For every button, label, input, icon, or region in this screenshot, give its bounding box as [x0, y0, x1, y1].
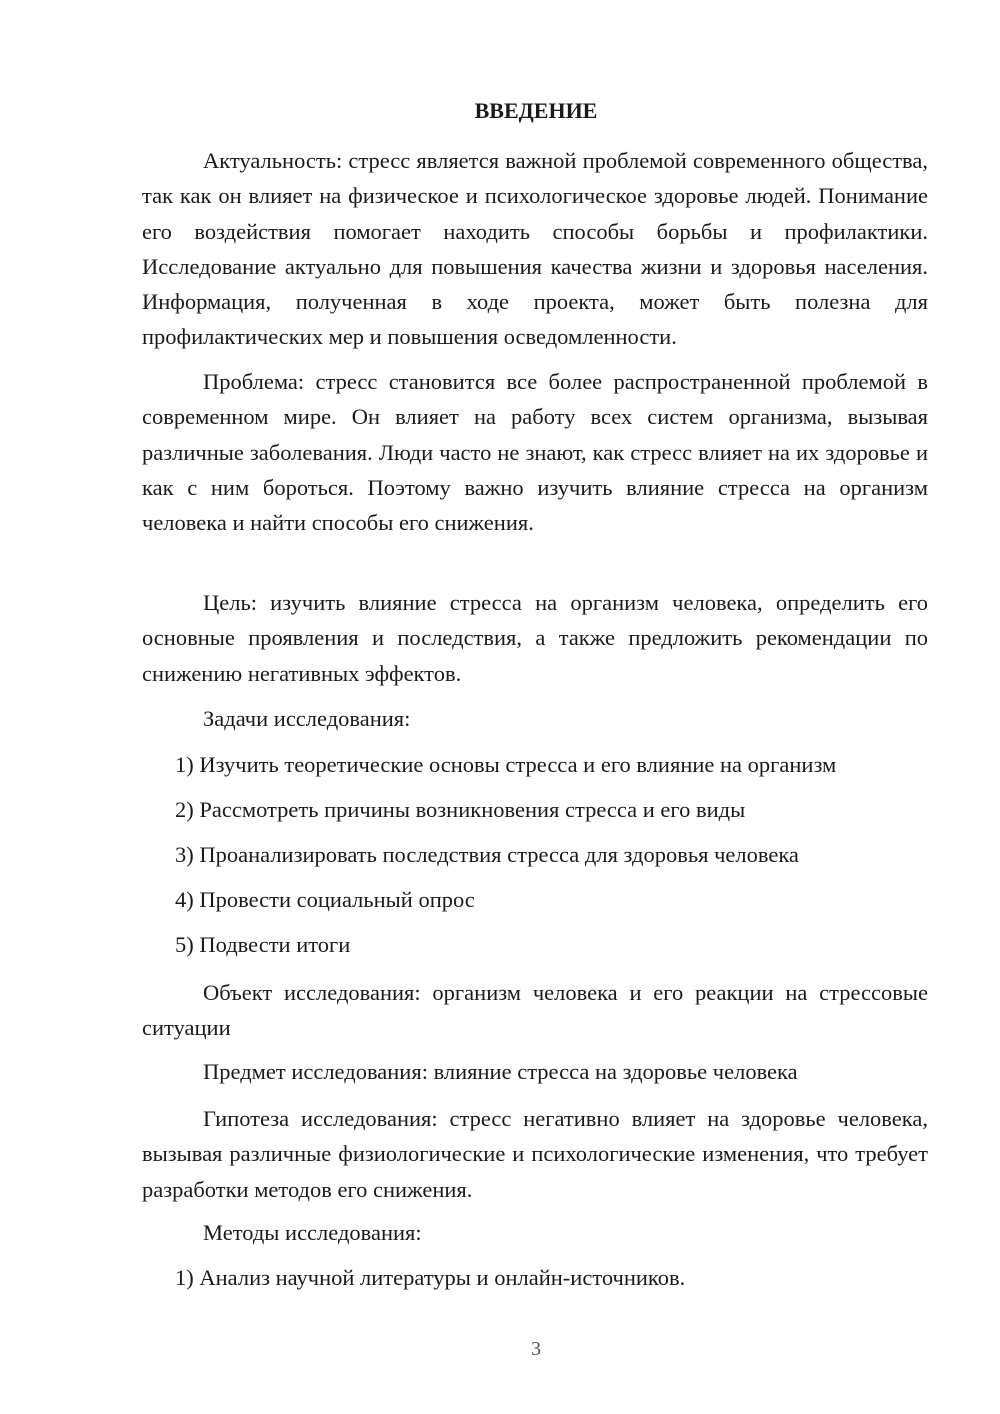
object-paragraph: Объект исследования: организм человека и его реакции на стрессовые ситуации: [142, 980, 928, 1041]
methods-title: Методы исследования:: [203, 1220, 422, 1245]
task-item: 2) Рассмотреть причины возникновения стресса и его виды: [175, 797, 746, 822]
relevance-paragraph: Актуальность: стресс является важной проблемой современного общества, так как он влияет на физическое и психологическое здоровье людей. Понимание его воздействия помогает находить способы борьбы и профилактики. Исследование актуально для повышения качества жизни и здоровья населения. Информация, полученная в ходе проекта, может быть полезна для профилактических мер и повышения осведомленности.: [142, 148, 928, 350]
task-item: 3) Проанализировать последствия стресса для здоровья человека: [175, 842, 799, 867]
subject-line: Предмет исследования: влияние стресса на здоровье человека: [203, 1059, 798, 1084]
tasks-title: Задачи исследования:: [203, 706, 411, 731]
task-item: 5) Подвести итоги: [175, 932, 351, 957]
problem-paragraph: Проблема: стресс становится все более распространенной проблемой в современном мире. Он влияет на работу всех систем организма, вызывая различные заболевания. Люди часто не знают, как стресс влияет на их здоровье и как с ним бороться. Поэтому важно изучить влияние стресса на организм человека и найти способы его снижения.: [142, 369, 928, 536]
task-item: 1) Изучить теоретические основы стресса и его влияние на организм: [175, 752, 837, 777]
section-heading: ВВЕДЕНИЕ: [474, 98, 598, 123]
page-number: 3: [531, 1338, 541, 1360]
task-item: 4) Провести социальный опрос: [175, 887, 475, 912]
goal-paragraph: Цель: изучить влияние стресса на организм человека, определить его основные проявления и последствия, а также предложить рекомендации по снижению негативных эффектов.: [142, 590, 928, 686]
hypothesis-paragraph: Гипотеза исследования: стресс негативно влияет на здоровье человека, вызывая различные физиологические и психологические изменения, что требует разработки методов его снижения.: [142, 1106, 928, 1202]
method-item: 1) Анализ научной литературы и онлайн-источников.: [175, 1265, 686, 1290]
